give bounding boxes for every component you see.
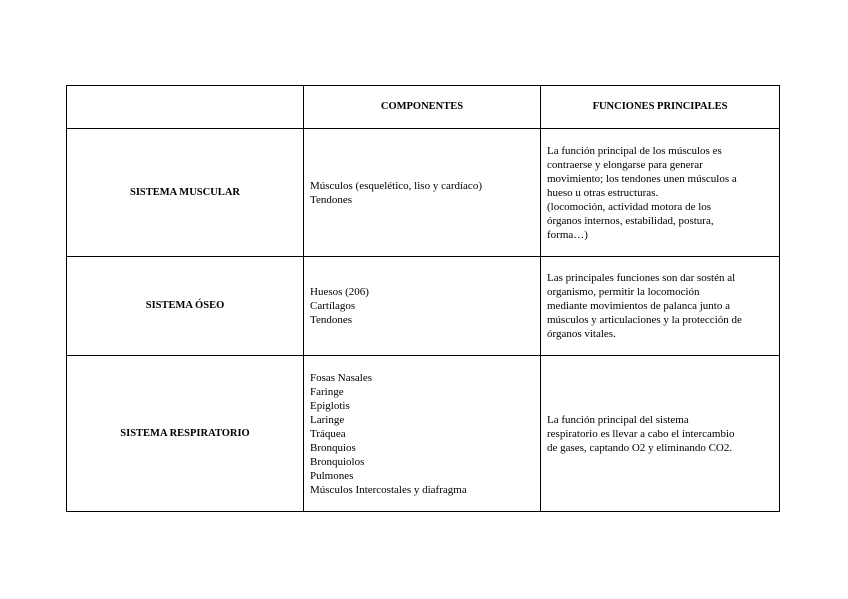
- table-row-sistema-muscular: [67, 129, 780, 257]
- function-line: Las principales funciones son dar sostén al: [547, 272, 736, 284]
- function-line: respiratorio es llevar a cabo el intercambio: [547, 427, 735, 440]
- function-line: organismo, permitir la locomoción: [547, 286, 700, 298]
- table-row-sistema-oseo: [67, 257, 780, 356]
- function-cell: [541, 129, 780, 257]
- component-item: Laringe: [310, 413, 345, 426]
- function-line: La función principal de los músculos es: [547, 144, 722, 157]
- table-row-sistema-respiratorio: [67, 356, 780, 512]
- components-cell: [304, 257, 541, 356]
- component-item: Huesos (206): [310, 286, 369, 298]
- component-item: Músculos Intercostales y diafragma: [310, 483, 467, 496]
- systems-table: [66, 85, 780, 512]
- component-item: Fosas Nasales: [310, 371, 373, 384]
- table-header-row: [67, 86, 780, 129]
- function-line: (locomoción, actividad motora de los: [547, 200, 712, 213]
- function-line: forma…): [547, 228, 588, 241]
- function-line: contraerse y elongarse para generar: [547, 158, 703, 171]
- function-line: mediante movimientos de palanca junto a: [547, 300, 730, 312]
- component-item: Tráquea: [310, 427, 346, 440]
- function-cell: [541, 257, 780, 356]
- system-name: SISTEMA MUSCULAR: [67, 129, 304, 257]
- component-item: Bronquiolos: [310, 455, 365, 468]
- component-item: Cartílagos: [310, 300, 356, 312]
- components-cell: [304, 356, 541, 512]
- function-cell: [541, 356, 780, 512]
- header-empty-cell: [67, 86, 304, 129]
- function-line: hueso u otras estructuras.: [547, 186, 659, 199]
- function-line: movimiento; los tendones unen músculos a: [547, 172, 737, 185]
- component-item: Bronquios: [310, 441, 356, 454]
- function-line: músculos y articulaciones y la protección de: [547, 314, 742, 326]
- component-item: Faringe: [310, 385, 344, 398]
- function-line: La función principal del sistema: [547, 413, 689, 426]
- component-item: Músculos (esquelético, liso y cardíaco): [310, 179, 482, 192]
- header-componentes: COMPONENTES: [304, 86, 541, 129]
- component-item: Pulmones: [310, 469, 354, 482]
- function-line: órganos vitales.: [547, 328, 616, 340]
- component-item: Tendones: [310, 193, 352, 206]
- component-item: Tendones: [310, 314, 352, 326]
- header-funciones-principales: FUNCIONES PRINCIPALES: [541, 86, 780, 129]
- function-line: de gases, captando O2 y eliminando CO2.: [547, 441, 733, 454]
- function-line: órganos internos, estabilidad, postura,: [547, 214, 714, 227]
- component-item: Epiglotis: [310, 399, 350, 412]
- system-name: SISTEMA ÓSEO: [67, 257, 304, 356]
- system-name: SISTEMA RESPIRATORIO: [67, 356, 304, 512]
- components-cell: [304, 129, 541, 257]
